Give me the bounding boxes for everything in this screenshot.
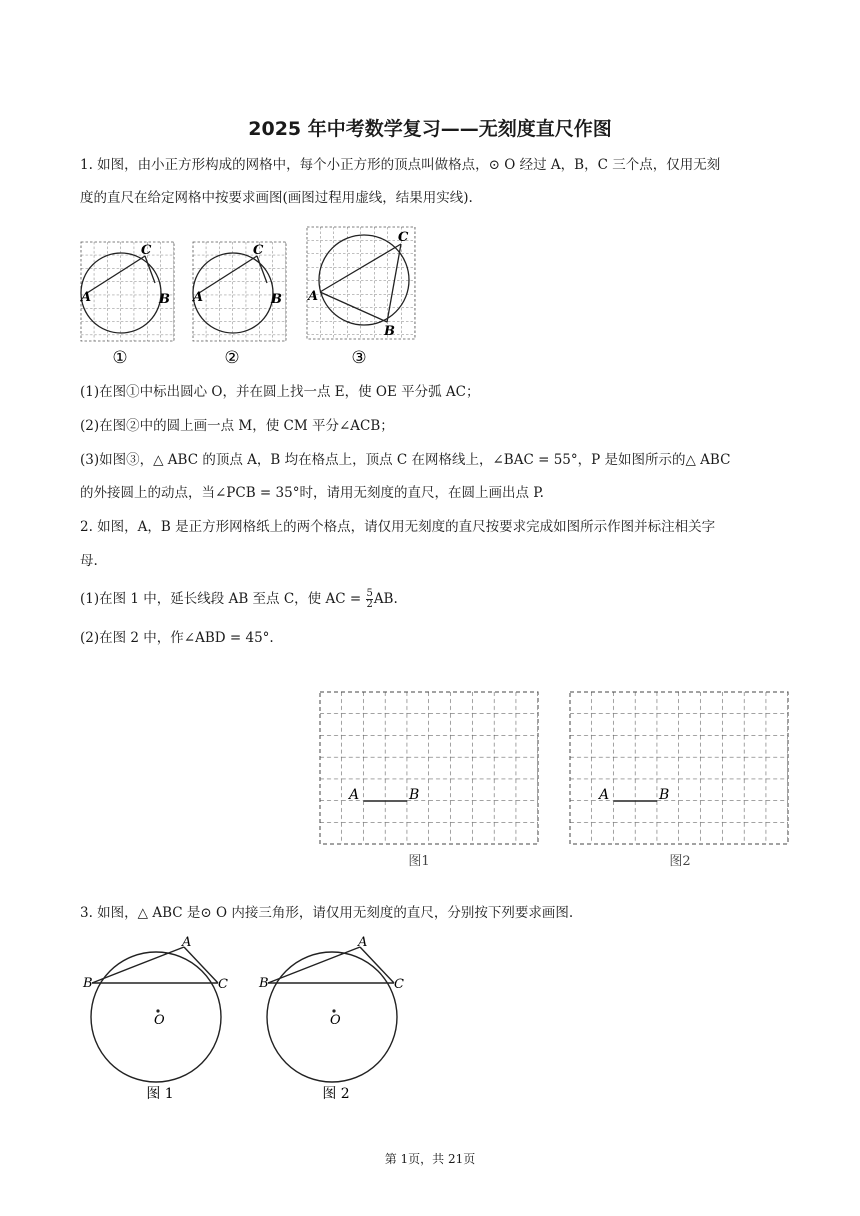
label-b: B xyxy=(83,976,93,991)
q2-figure-2 xyxy=(570,692,788,869)
label-b: B xyxy=(659,787,670,803)
q1-figure-1 xyxy=(79,242,174,368)
label-b: B xyxy=(409,787,420,803)
q2-figure-1 xyxy=(320,692,538,869)
figure-number-3: ③ xyxy=(351,348,367,368)
caption-figure-1: 图1 xyxy=(408,854,430,869)
caption-figure-2: 图 2 xyxy=(322,1086,350,1102)
q1-part2: (2)在图②中的圆上画一点 M，使 CM 平分∠ACB； xyxy=(80,418,394,434)
label-o: O xyxy=(154,1013,165,1028)
page-footer: 第 1页，共 21页 xyxy=(384,1152,476,1166)
label-c: C xyxy=(394,977,404,992)
q1-part3-line1: (3)如图③，△ ABC 的顶点 A，B 均在格点上，顶点 C 在网格线上，∠BAC = 55°，P 是如图所示的△ ABC xyxy=(80,452,731,468)
label-a: A xyxy=(182,935,192,950)
label-a: A xyxy=(81,290,92,305)
label-b: B xyxy=(259,976,269,991)
label-b: B xyxy=(384,324,395,339)
fraction-five-halves: $\frac{5}{2}$ xyxy=(366,588,373,610)
q1-figures xyxy=(75,222,425,370)
label-a: A xyxy=(193,290,204,305)
q3-figures xyxy=(78,932,418,1104)
q1-part3-line2: 的外接圆上的动点，当∠PCB = 35°时，请用无刻度的直尺，在圆上画出点 P. xyxy=(80,485,544,501)
label-a: A xyxy=(599,787,610,803)
label-c: C xyxy=(253,243,264,258)
q3-stem: 3. 如图，△ ABC 是⊙ O 内接三角形，请仅用无刻度的直尺，分别按下列要求画图. xyxy=(80,905,574,921)
caption-figure-1: 图 1 xyxy=(146,1086,174,1102)
q1-figure-3 xyxy=(306,227,415,368)
q1-stem-line2: 度的直尺在给定网格中按要求画图(画图过程用虚线，结果用实线). xyxy=(80,190,473,206)
caption-figure-2: 图2 xyxy=(669,854,691,869)
label-a: A xyxy=(349,787,360,803)
figure-number-2: ② xyxy=(224,348,240,368)
q3-figure-2 xyxy=(258,935,404,1102)
q2-part2: (2)在图 2 中，作∠ABD = 45°. xyxy=(80,630,274,646)
q1-figure-2 xyxy=(191,242,286,368)
label-o: O xyxy=(330,1013,341,1028)
q1-stem-line1: 1. 如图，由小正方形构成的网格中，每个小正方形的顶点叫做格点，⊙ O 经过 A，B，C 三个点，仅用无刻 xyxy=(80,157,721,173)
label-b: B xyxy=(271,292,282,307)
label-a: A xyxy=(358,935,368,950)
page-title: 2025 年中考数学复习——无刻度直尺作图 xyxy=(248,118,612,140)
q2-part1 xyxy=(80,589,780,610)
q2-stem-line2: 母. xyxy=(80,553,98,569)
label-c: C xyxy=(218,977,228,992)
label-c: C xyxy=(398,230,409,245)
figure-number-1: ① xyxy=(112,348,128,368)
q1-part1: (1)在图①中标出圆心 O，并在圆上找一点 E，使 OE 平分弧 AC； xyxy=(80,384,480,400)
label-c: C xyxy=(141,243,152,258)
q2-part1-text-end: AB. xyxy=(373,591,398,607)
label-b: B xyxy=(159,292,170,307)
q2-figures xyxy=(316,688,792,874)
q3-figure-1 xyxy=(82,935,228,1102)
q2-part1-text: (1)在图 1 中，延长线段 AB 至点 C，使 AC = xyxy=(80,591,362,607)
q2-stem-line1: 2. 如图，A，B 是正方形网格纸上的两个格点，请仅用无刻度的直尺按要求完成如图所示作图并标注相关字 xyxy=(80,519,716,535)
label-a: A xyxy=(308,289,319,304)
